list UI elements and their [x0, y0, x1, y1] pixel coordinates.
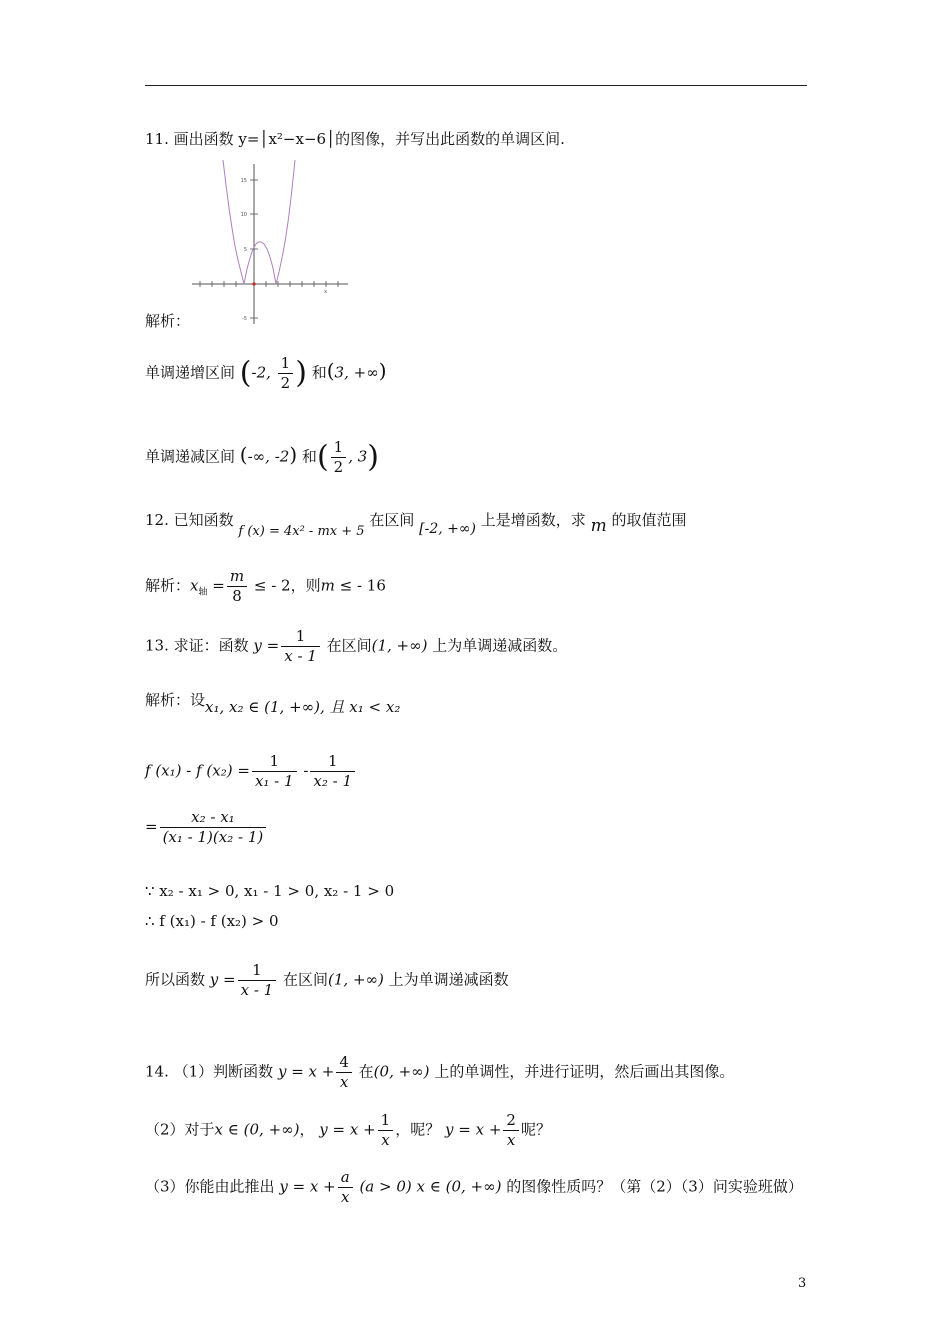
q11-title: 11. 画出函数 y=│x²−x−6│的图像，并写出此函数的单调区间. [145, 130, 565, 148]
q11-increasing-line: 单调递增区间 (-2, $\frac{1}{2}$ ) 和(3, +∞) [145, 354, 387, 392]
inc-label: 单调递增区间 [145, 363, 236, 382]
y-tick-5: 5 [243, 247, 247, 253]
q12-answer: 解析：$x_轴$ = $\frac{m}{8}$ ≤ - 2，则m ≤ - 16 [145, 567, 386, 605]
q11-decreasing-line: 单调递减区间 (-∞, -2) 和( $\frac{1}{2}$ , 3) [145, 438, 380, 476]
half-fraction: $\frac{1}{2}$ [278, 354, 294, 393]
abs-quadratic-graph [190, 160, 355, 328]
q13-therefore: ∴ f (x₁) - f (x₂) > 0 [145, 912, 279, 930]
q12-question: 12. 已知函数 f (x) = 4x² - mx + 5 在区间 [-2, +∞) 上是增函数，求 m 的取值范围 [145, 511, 687, 539]
half-fraction: $\frac{1}{2}$ [331, 438, 347, 477]
q13-proof-setup: 解析：设x₁, x₂ ∈ (1, +∞), 且 x₁ < x₂ [145, 691, 401, 716]
m-over-8-fraction: $\frac{m}{8}$ [227, 567, 247, 606]
y-tick-10: 10 [240, 212, 247, 218]
q14-part3: （3）你能由此推出 y = x + $\frac{a}{x}$ (a > 0) x ∈ (0, +∞) 的图像性质吗？（第（2）（3）问实验班做） [145, 1168, 803, 1206]
q13-difference: f (x₁) - f (x₂) = $\frac{1}{\text{x₁ - 1}}$ - $\frac{1}{\text{x₂ - 1}}$ [145, 752, 357, 791]
graph-curve [223, 160, 295, 284]
q13-conclusion: 所以函数 y = $\frac{1}{x - 1}$ 在区间(1, +∞) 上为单调递减函数 [145, 961, 509, 999]
q14-part2: （2）对于x ∈ (0, +∞)， y = x + $\frac{1}{x}$ ，呢？ y = x + $\frac{2}{x}$ 呢？ [145, 1111, 551, 1149]
q11-jiexi: 解析： [145, 312, 191, 330]
q14-part1: 14. （1）判断函数 y = x + $\frac{4}{x}$ 在(0, +∞) 上的单调性，并进行证明，然后画出其图像。 [145, 1053, 735, 1091]
x-axis-label: x [324, 289, 327, 295]
q13-because: ∵ x₂ - x₁ > 0, x₁ - 1 > 0, x₂ - 1 > 0 [145, 882, 395, 900]
origin-dot [252, 282, 255, 285]
dec-label: 单调递减区间 [145, 447, 236, 466]
header-rule [145, 85, 807, 86]
reciprocal-fraction: $\frac{1}{x - 1}$ [281, 627, 320, 666]
y-tick-neg5: -5 [242, 316, 247, 322]
q13-question: 13. 求证：函数 y = $\frac{1}{x - 1}$ 在区间(1, +∞) 上为单调递减函数。 [145, 627, 568, 665]
y-tick-15: 15 [240, 178, 247, 184]
page-number: 3 [798, 1276, 807, 1291]
q13-simplified: = $\frac{\text{x₂ - x₁}}{\text{(x₁ - 1)(x₂ - 1)}}$ [145, 808, 268, 847]
